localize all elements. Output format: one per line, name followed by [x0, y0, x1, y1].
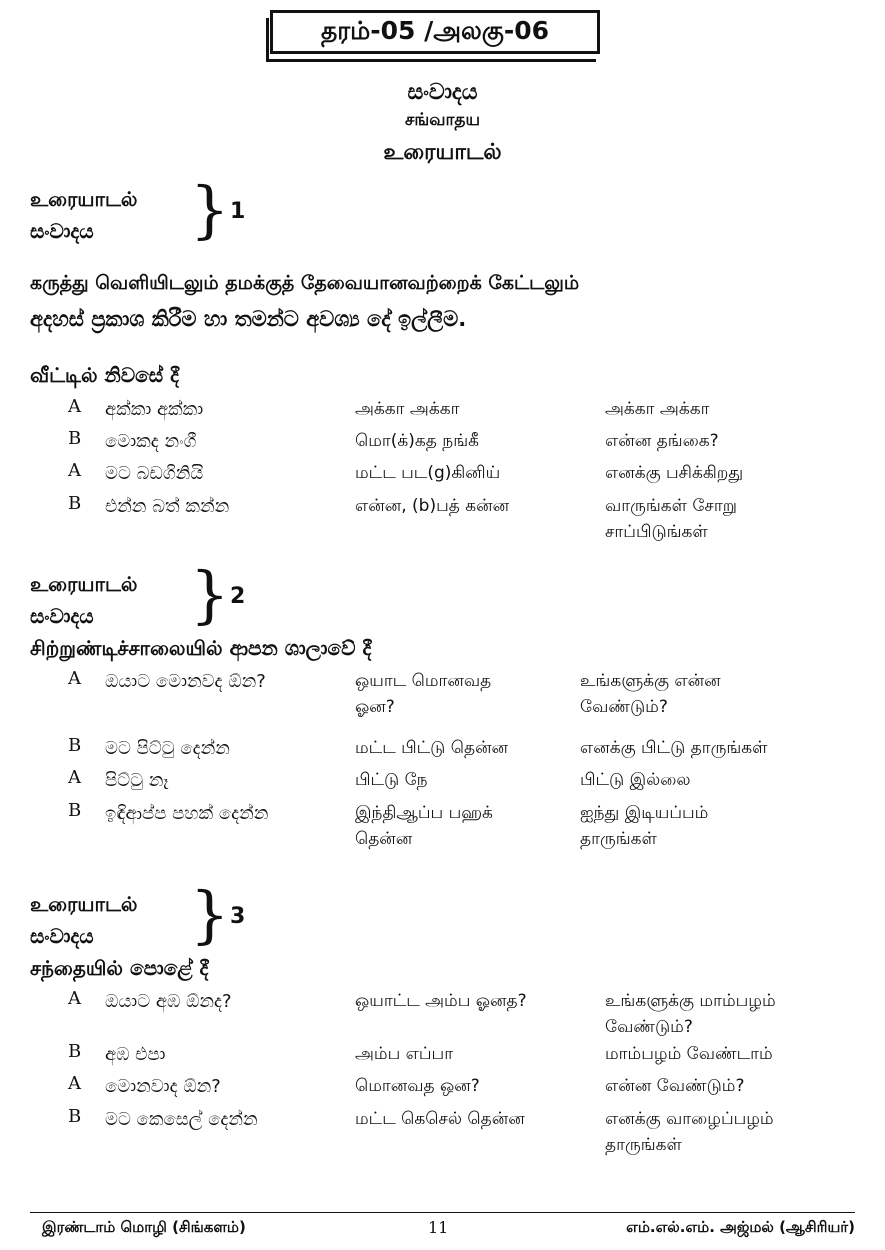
- tamil-text: என்ன தங்கை?: [605, 431, 719, 451]
- transliteration-text: மொ(க்)கத நங்கீ: [355, 431, 479, 451]
- transliteration-text: ஒயாட மொனவத ஓன?: [355, 671, 492, 717]
- brace-icon: }: [190, 878, 230, 951]
- sinhala-text: මට බඩගිනියි: [105, 463, 204, 484]
- sinhala-text: ඔයාට මොනවද ඕන?: [105, 671, 266, 692]
- speaker-label: B: [68, 735, 82, 756]
- tamil-text: எனக்கு வாழைப்பழம் தாருங்கள்: [605, 1109, 774, 1155]
- tamil-text: உங்களுக்கு மாம்பழம் வேண்டும்?: [605, 991, 776, 1037]
- intro-tamil: கருத்து வெளியிடலும் தமக்குத் தேவையானவற்றைக் கேட்டலும்: [30, 272, 580, 294]
- section-label-sinhala: සංවාදය: [30, 219, 94, 243]
- title-sinhala: සංවාදය: [407, 80, 478, 105]
- place-heading: வீட்டில் නිවසේ දී: [30, 363, 180, 387]
- sinhala-text: එන්න බත් කන්න: [105, 496, 230, 517]
- sinhala-text: පිට්ටු නෑ: [105, 770, 169, 791]
- title-transliteration: சங்வாதய: [404, 110, 481, 130]
- sinhala-text: මොනවාද ඕන?: [105, 1076, 221, 1097]
- sinhala-text: ඉඳිආප්ප පහක් දෙන්න: [105, 803, 269, 824]
- speaker-label: B: [68, 493, 82, 514]
- section-heading-2: [30, 558, 246, 632]
- speaker-label: B: [68, 1106, 82, 1127]
- footer-subject: இரண்டாம் மொழி (சிங்களம்): [42, 1218, 246, 1236]
- section-label-sinhala: සංවාදය: [30, 604, 94, 628]
- footer-divider: [30, 1212, 855, 1213]
- section-label-tamil: உரையாடல்: [30, 187, 138, 211]
- transliteration-text: இந்திஆப்ப பஹக் தென்ன: [355, 803, 493, 849]
- speaker-label: A: [68, 396, 81, 417]
- intro-sinhala: අදහස් ප්‍රකාශ කිරීම හා තමන්ට අවශ්‍ය දේ ඉල්ලීම.: [30, 307, 467, 331]
- brace-icon: }: [190, 173, 230, 246]
- place-heading: சிற்றுண்டிச்சாலையில் ආපන ශාලාවේ දී: [30, 636, 372, 660]
- unit-header-title: தரம்-05 /அலகு-06: [320, 15, 550, 45]
- transliteration-text: மொனவத ஒன?: [355, 1076, 480, 1096]
- page-number: 11: [428, 1218, 449, 1237]
- transliteration-text: ஒயாட்ட அம்ப ஓனத?: [355, 991, 527, 1011]
- speaker-label: A: [68, 460, 81, 481]
- tamil-text: எனக்கு பிட்டு தாருங்கள்: [580, 738, 768, 758]
- section-number: 1: [230, 199, 246, 224]
- section-label-tamil: உரையாடல்: [30, 892, 138, 916]
- section-number: 3: [230, 904, 246, 929]
- section-heading-1: [30, 173, 246, 247]
- tamil-text: ஐந்து இடியப்பம் தாருங்கள்: [580, 803, 709, 849]
- transliteration-text: பிட்டு நே: [355, 770, 428, 790]
- section-label-sinhala: සංවාදය: [30, 924, 94, 948]
- footer-author: எம்.எல்.எம். அஜ்மல் (ஆசிரியர்): [626, 1218, 855, 1236]
- sinhala-text: මට පිට්ටු දෙන්න: [105, 738, 230, 759]
- tamil-text: மாம்பழம் வேண்டாம்: [605, 1044, 773, 1064]
- sinhala-text: අඹ එපා: [105, 1044, 166, 1065]
- speaker-label: B: [68, 428, 82, 449]
- section-number: 2: [230, 584, 246, 609]
- transliteration-text: அம்ப எப்பா: [355, 1044, 454, 1064]
- tamil-text: பிட்டு இல்லை: [580, 770, 691, 790]
- sinhala-text: ඔයාට අඹ ඕනද?: [105, 991, 232, 1012]
- speaker-label: A: [68, 668, 81, 689]
- speaker-label: A: [68, 767, 81, 788]
- tamil-text: என்ன வேண்டும்?: [605, 1076, 745, 1096]
- unit-header-box: [270, 10, 600, 54]
- section-heading-3: [30, 878, 246, 952]
- sinhala-text: මොකද නංගී: [105, 431, 197, 452]
- place-heading: சந்தையில் පොළේ දී: [30, 956, 209, 980]
- speaker-label: A: [68, 988, 81, 1009]
- tamil-text: எனக்கு பசிக்கிறது: [605, 463, 744, 483]
- section-label-tamil: உரையாடல்: [30, 572, 138, 596]
- transliteration-text: என்ன, (b)பத் கன்ன: [355, 496, 510, 516]
- transliteration-text: அக்கா அக்கா: [355, 399, 460, 419]
- sinhala-text: අක්කා අක්කා: [105, 399, 204, 420]
- transliteration-text: மட்ட பட(g)கினிய்: [355, 463, 501, 483]
- tamil-text: அக்கா அக்கா: [605, 399, 710, 419]
- speaker-label: B: [68, 1041, 82, 1062]
- title-tamil: உரையாடல்: [383, 140, 502, 165]
- speaker-label: A: [68, 1073, 81, 1094]
- speaker-label: B: [68, 800, 82, 821]
- transliteration-text: மட்ட பிட்டு தென்ன: [355, 738, 509, 758]
- tamil-text: வாருங்கள் சோறு சாப்பிடுங்கள்: [605, 496, 737, 542]
- transliteration-text: மட்ட கெசெல் தென்ன: [355, 1109, 525, 1129]
- brace-icon: }: [190, 558, 230, 631]
- sinhala-text: මට කෙසෙල් දෙන්න: [105, 1109, 258, 1130]
- tamil-text: உங்களுக்கு என்ன வேண்டும்?: [580, 671, 721, 717]
